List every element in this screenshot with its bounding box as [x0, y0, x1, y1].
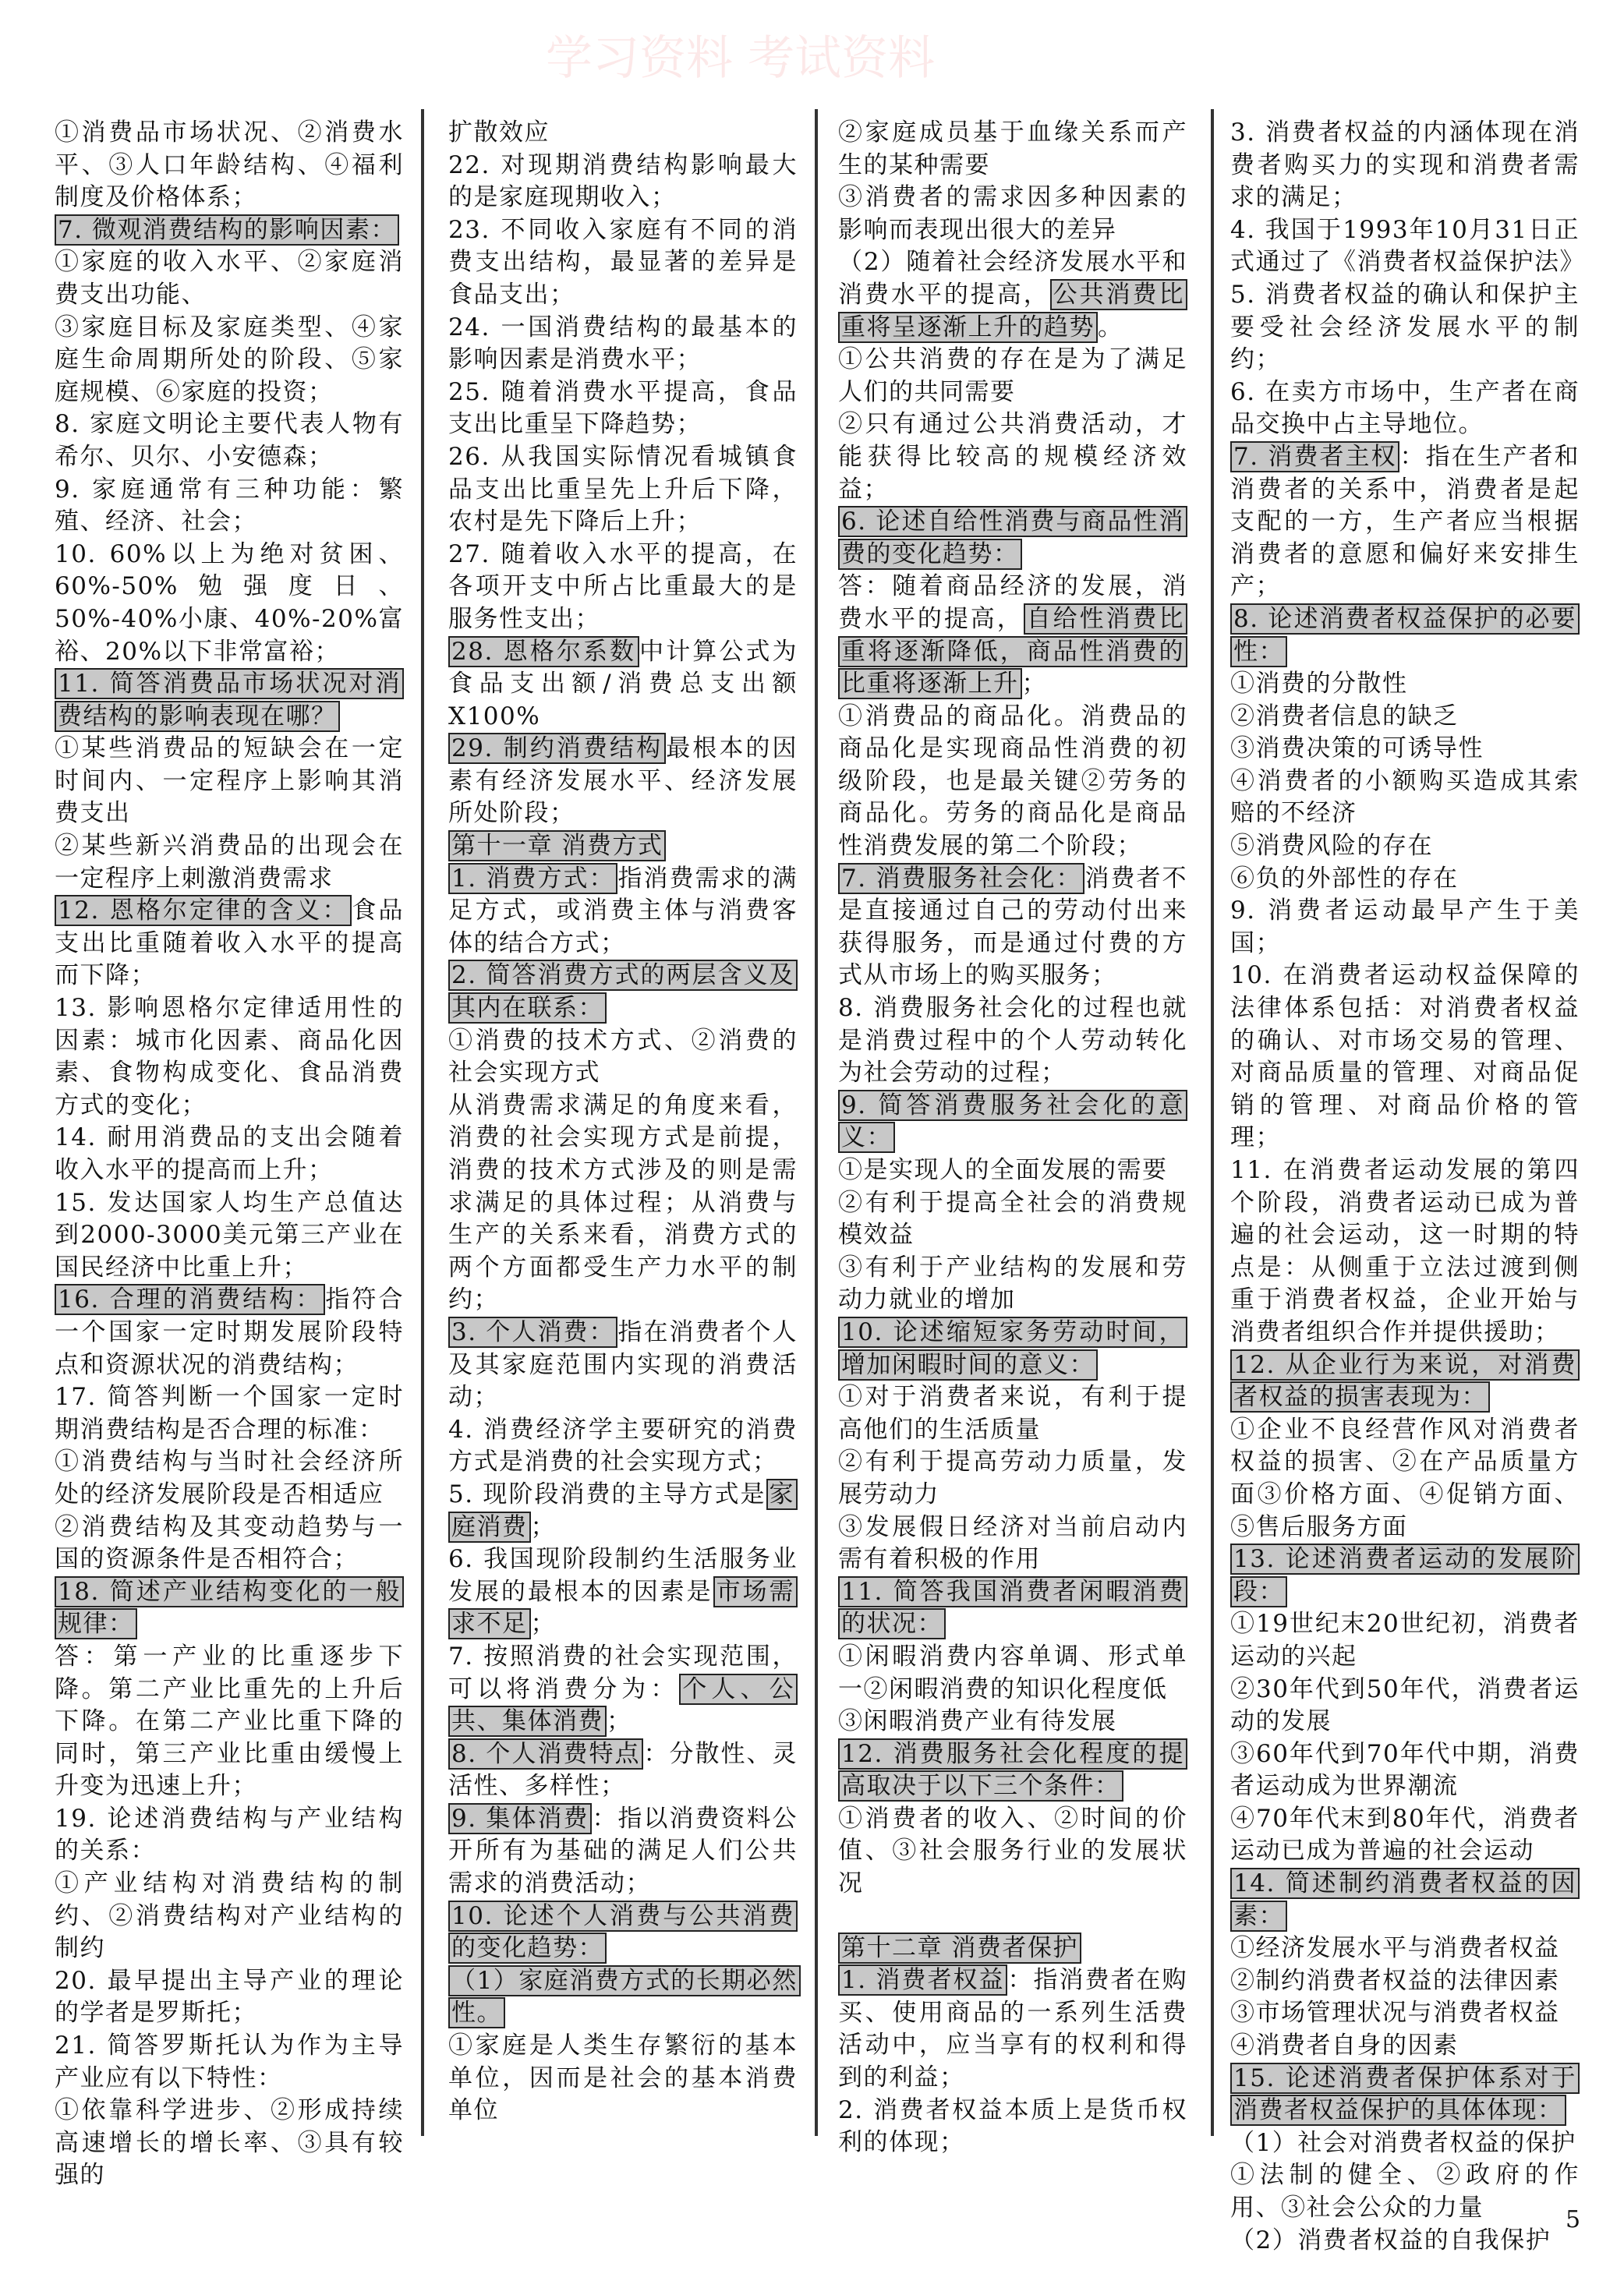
paragraph-text: 25. 随着消费水平提高，食品支出比重呈下降趋势； [448, 377, 798, 439]
text-paragraph [55, 1965, 404, 2030]
paragraph-text: 9. 消费者运动最早产生于美国； [1230, 896, 1580, 957]
paragraph-text: 指消费需求的满足方式，或消费主体与消费客体的结合方式； [448, 864, 798, 957]
punctuation: ； [607, 1707, 632, 1736]
text-paragraph [1230, 1414, 1580, 1544]
text-paragraph [448, 312, 798, 377]
section-heading [55, 668, 404, 733]
text-paragraph [55, 2095, 404, 2192]
text-paragraph [1230, 701, 1580, 734]
text-paragraph [55, 1512, 404, 1576]
paragraph-text: 23. 不同收入家庭有不同的消费支出结构，最显著的差异是食品支出； [448, 215, 798, 309]
text-paragraph [838, 1381, 1187, 1446]
text-paragraph [448, 150, 798, 214]
paragraph-text: ①对于消费者来说，有利于提高他们的生活质量 [838, 1383, 1187, 1444]
section-heading [448, 733, 798, 830]
paragraph-text: ①某些消费品的短缺会在一定时间内、一定程序上影响其消费支出 [55, 734, 404, 828]
paragraph-text: 26. 从我国实际情况看城镇食品支出比重呈先上升后下降，农村是先下降后上升； [448, 442, 798, 536]
text-paragraph [1230, 2030, 1580, 2063]
text-paragraph [448, 441, 798, 539]
text-paragraph [1230, 733, 1580, 766]
text-paragraph [838, 1512, 1187, 1576]
heading-text: 7. 消费者主权 [1230, 441, 1399, 472]
section-heading [448, 960, 798, 1024]
paragraph-text: ①消费品市场状况、②消费水平、③人口年龄结构、④福利制度及价格体系； [55, 118, 404, 212]
text-paragraph [55, 1868, 404, 1965]
heading-text: 28. 恩格尔系数 [448, 636, 639, 667]
paragraph-text: 8. 家庭文明论主要代表人物有希尔、贝尔、小安德森； [55, 410, 404, 471]
section-heading [448, 863, 798, 960]
column-divider [421, 109, 424, 2136]
paragraph-text: 指符合一个国家一定时期发展阶段特点和资源状况的消费结构； [55, 1285, 404, 1379]
paragraph-text: 20. 最早提出主导产业的理论的学者是罗斯托； [55, 1966, 404, 2028]
paragraph-text: ③60年代到70年代中期，消费者运动成为世界潮流 [1230, 1739, 1580, 1801]
text-paragraph [448, 1641, 798, 1738]
punctuation: ； [530, 1512, 556, 1541]
paragraph-text: ③消费决策的可诱导性 [1230, 734, 1484, 763]
section-heading [838, 506, 1187, 571]
section-heading [1230, 2063, 1580, 2127]
heading-text: 1. 消费者权益 [838, 1964, 1007, 1996]
text-paragraph [55, 1381, 404, 1446]
paragraph-text: 答：第一产业的比重逐步下降。第二产业比重先的上升后下降。在第二产业比重下降的同时，第三产业比重由缓慢上升变为迅速上升； [55, 1642, 404, 1801]
paragraph-text: 15. 发达国家人均生产总值达到2000-3000美元第三产业在国民经济中比重上升； [55, 1188, 404, 1282]
heading-text: 2. 简答消费方式的两层含义及其内在联系： [448, 960, 798, 1024]
heading-text: 10. 论述缩短家务劳动时间，增加闲暇时间的意义： [838, 1317, 1187, 1381]
heading-text: 15. 论述消费者保护体系对于消费者权益保护的具体体现： [1230, 2063, 1580, 2127]
punctuation: ； [1021, 670, 1047, 698]
highlighted-answer: 自给性消费比重将逐渐降低，商品性消费的比重将逐渐上升 [838, 603, 1187, 699]
paragraph-text: ①依靠科学进步、②形成持续高速增长的增长率、③具有较强的 [55, 2096, 404, 2190]
paragraph-text: ②消费者信息的缺乏 [1230, 702, 1459, 730]
paragraph-text: 27. 随着收入水平的提高，在各项开支中所占比重最大的是服务性支出； [448, 539, 798, 633]
paragraph-text: 13. 影响恩格尔定律适用性的因素：城市化因素、商品化因素、食物构成变化、食品消费方式的变化； [55, 994, 404, 1119]
text-paragraph [1230, 1155, 1580, 1349]
text-paragraph [448, 377, 798, 441]
text-paragraph [1230, 863, 1580, 896]
section-heading [838, 1090, 1187, 1155]
column-1 [55, 117, 404, 2192]
paragraph-text: 24. 一国消费结构的最基本的影响因素是消费水平； [448, 313, 798, 374]
paragraph-text: 10. 60%以上为绝对贫困、60%-50%勉强度日、50%-40%小康、40%-20%富裕、20%以下非常富裕； [55, 539, 404, 666]
text-paragraph [55, 2030, 404, 2095]
paragraph-text: 22. 对现期消费结构影响最大的是家庭现期收入； [448, 150, 798, 212]
paragraph-text: ③发展假日经济对当前启动内需有着积极的作用 [838, 1512, 1187, 1574]
text-paragraph [55, 1446, 404, 1511]
paragraph-text: ①消费结构与当时社会经济所处的经济发展阶段是否相适应 [55, 1448, 404, 1508]
paragraph-text: 11. 在消费者运动发展的第四个阶段，消费者运动已成为普遍的社会运动，这一时期的特点是：从侧重于立法过渡到侧重于消费者权益，企业开始与消费者组织合作并提供援助； [1230, 1156, 1580, 1346]
heading-text: 1. 消费方式： [448, 863, 617, 894]
text-paragraph [1230, 377, 1580, 441]
text-paragraph [1230, 1608, 1580, 1673]
paragraph-text: ①消费者的收入、②时间的价值、③社会服务行业的发展状况 [838, 1804, 1187, 1898]
text-paragraph [55, 830, 404, 895]
text-paragraph [55, 408, 404, 473]
heading-text: 16. 合理的消费结构： [55, 1284, 325, 1315]
paragraph-text: 3. 消费者权益的内涵体现在消费者购买力的实现和消费者需求的满足； [1230, 118, 1580, 212]
column-divider [1211, 109, 1214, 2136]
heading-text: 7. 消费服务社会化： [838, 863, 1084, 894]
text-paragraph [1230, 895, 1580, 960]
text-paragraph [838, 117, 1187, 182]
paragraph-text: 7. 按照消费的社会实现范围，可以将消费分为： [448, 1642, 798, 1703]
text-paragraph [55, 733, 404, 830]
paragraph-text: ①家庭的收入水平、②家庭消费支出功能、 [55, 248, 404, 309]
text-paragraph [1230, 279, 1580, 377]
section-heading [448, 1317, 798, 1414]
heading-text: 12. 恩格尔定律的含义： [55, 895, 352, 926]
text-paragraph [838, 1252, 1187, 1317]
section-heading [838, 1576, 1187, 1641]
paragraph-text: ④消费者的小额购买造成其索赔的不经济 [1230, 766, 1580, 828]
text-paragraph [1230, 830, 1580, 863]
text-paragraph [1230, 1738, 1580, 1803]
paragraph-text: ①闲暇消费内容单调、形式单一②闲暇消费的知识化程度低 [838, 1642, 1187, 1703]
highlighted-answer: 市场需求不足 [448, 1576, 798, 1640]
text-paragraph [55, 117, 404, 214]
section-heading [1230, 1544, 1580, 1608]
paragraph-text: ②只有通过公共消费活动，才能获得比较高的规模经济效益； [838, 410, 1187, 504]
text-paragraph [1230, 766, 1580, 830]
paragraph-text: ①消费的技术方式、②消费的社会实现方式 [448, 1026, 798, 1087]
text-paragraph [448, 117, 798, 150]
paragraph-text: ①企业不良经营作风对消费者权益的损害、②在产品质量方面③价格方面、④促销方面、⑤售后服务方面 [1230, 1415, 1580, 1541]
section-heading [838, 863, 1187, 992]
paragraph-text: 中计算公式为食品支出额/消费总支出额X100% [448, 637, 798, 730]
paragraph-text: ③市场管理状况与消费者权益 [1230, 1999, 1560, 2028]
text-paragraph [838, 1155, 1187, 1187]
paragraph-text: 最根本的因素有经济发展水平、经济发展所处阶段； [448, 734, 798, 828]
paragraph-text: ①公共消费的存在是为了满足人们的共同需要 [838, 345, 1187, 406]
paragraph-text: ①消费的分散性 [1230, 670, 1408, 698]
heading-text: 6. 论述自给性消费与商品性消费的变化趋势： [838, 506, 1187, 570]
text-paragraph [838, 408, 1187, 506]
paragraph-text: ：指在生产者和消费者的关系中，消费者是起支配的一方，生产者应当根据消费者的意愿和偏好来安排生产； [1230, 442, 1580, 601]
heading-text: 8. 论述消费者权益保护的必要性： [1230, 603, 1580, 667]
punctuation: 。 [1098, 313, 1123, 341]
paragraph-text: 从消费需求满足的角度来看，消费的社会实现方式是前提，消费的技术方式涉及的则是需求满足的具体过程；从消费与生产的关系来看，消费方式的两个方面都受生产力水平的制约； [448, 1091, 798, 1314]
highlighted-answer: 家庭消费 [448, 1479, 798, 1543]
paragraph-text: 5. 现阶段消费的主导方式是 [448, 1480, 766, 1508]
paragraph-text: 扩散效应 [448, 118, 550, 147]
heading-text: 14. 简述制约消费者权益的因素： [1230, 1868, 1580, 1932]
highlighted-answer: 个人、公共、集体消费 [448, 1674, 798, 1738]
heading-text: 10. 论述个人消费与公共消费的变化趋势： [448, 1901, 798, 1964]
section-heading [448, 1901, 798, 1965]
text-paragraph [838, 701, 1187, 863]
paragraph-text: ②某些新兴消费品的出现会在一定程序上刺激消费需求 [55, 832, 404, 893]
paragraph-text: ②30年代到50年代，消费者运动的发展 [1230, 1674, 1580, 1736]
section-heading [1230, 603, 1580, 668]
text-paragraph [55, 474, 404, 539]
text-paragraph [1230, 214, 1585, 279]
paragraph-text: ④70年代末到80年代，消费者运动已成为普遍的社会运动 [1230, 1804, 1580, 1865]
section-heading [448, 1803, 798, 1901]
highlighted-answer: 公共消费比重将呈逐渐上升的趋势 [838, 279, 1187, 343]
text-paragraph [55, 539, 404, 668]
column-4 [1230, 117, 1585, 2257]
section-heading [448, 830, 798, 863]
heading-text: 7. 微观消费结构的影响因素： [55, 214, 399, 246]
paragraph-text: 4. 消费经济学主要研究的消费方式是消费的社会实现方式； [448, 1415, 798, 1476]
paragraph-text: ③闲暇消费产业有待发展 [838, 1707, 1117, 1736]
text-paragraph [448, 214, 798, 312]
section-heading [55, 214, 404, 247]
paragraph-text: 指在消费者个人及其家庭范围内实现的消费活动； [448, 1317, 798, 1412]
text-paragraph [1230, 2159, 1580, 2224]
text-paragraph [55, 246, 404, 311]
section-heading [838, 1933, 1187, 1965]
text-paragraph [1230, 2225, 1580, 2258]
paragraph-text: ④消费者自身的因素 [1230, 2032, 1459, 2060]
text-paragraph [55, 992, 404, 1122]
section-heading [448, 636, 798, 734]
text-paragraph [838, 246, 1187, 344]
text-paragraph [448, 1090, 798, 1317]
text-paragraph [838, 1187, 1187, 1252]
heading-text: 29. 制约消费结构 [448, 733, 666, 764]
paragraph-text: 2. 消费者权益本质上是货币权利的体现； [838, 2095, 1187, 2157]
text-paragraph [448, 539, 798, 636]
heading-text: 8. 个人消费特点 [448, 1738, 643, 1770]
text-paragraph [448, 1025, 798, 1090]
section-heading [448, 1965, 798, 2030]
paragraph-text: ②家庭成员基于血缘关系而产生的某种需要 [838, 118, 1187, 179]
section-heading [1230, 1349, 1580, 1414]
text-paragraph [1230, 1933, 1580, 1965]
paragraph-text: ①消费品的商品化。消费品的商品化是实现商品性消费的初级阶段，也是最关键②劳务的商品化。劳务的商品化是商品性消费发展的第二个阶段； [838, 702, 1187, 861]
paragraph-text: 19. 论述消费结构与产业结构的关系： [55, 1804, 404, 1865]
column-divider [815, 109, 818, 2136]
paragraph-text: 6. 我国现阶段制约生活服务业发展的最根本的因素是 [448, 1545, 798, 1606]
text-paragraph [55, 1187, 404, 1285]
column-3 [838, 117, 1187, 2159]
column-2 [448, 117, 798, 2127]
text-paragraph [1230, 1997, 1580, 2030]
heading-text: 9. 简答消费服务社会化的意义： [838, 1090, 1187, 1154]
text-paragraph [55, 312, 404, 409]
heading-text: 11. 简答我国消费者闲暇消费的状况： [838, 1576, 1187, 1640]
section-heading [55, 1576, 404, 1641]
paragraph-text: 6. 在卖方市场中，生产者在商品交换中占主导地位。 [1230, 377, 1580, 439]
text-paragraph [1230, 117, 1580, 214]
paragraph-text: ：指消费者在购买、使用商品的一系列生活费活动中，应当享有的权利和得到的利益； [838, 1966, 1187, 2092]
paragraph-text: 14. 耐用消费品的支出会随着收入水平的提高而上升； [55, 1123, 404, 1184]
paragraph-text: 4. 我国于1993年10月31日正式通过了《消费者权益保护法》 [1230, 215, 1585, 277]
paragraph-text: 17. 简答判断一个国家一定时期消费结构是否合理的标准： [55, 1383, 404, 1444]
paragraph-text: ：指以消费资料公开所有为基础的满足人们公共需求的消费活动； [448, 1804, 798, 1898]
section-heading [1230, 1868, 1580, 1933]
text-paragraph [838, 182, 1187, 246]
text-paragraph [838, 1901, 1187, 1933]
text-paragraph [838, 1446, 1187, 1511]
text-paragraph [838, 344, 1187, 408]
text-paragraph [448, 1544, 798, 1641]
page-number: 5 [1566, 2206, 1581, 2233]
paragraph-text: 答：随着商品经济的发展，消费水平的提高， [838, 572, 1187, 633]
paragraph-text: （1）社会对消费者权益的保护 [1230, 2128, 1576, 2157]
text-paragraph [55, 1122, 404, 1186]
text-paragraph [1230, 2127, 1580, 2160]
text-paragraph [838, 1641, 1187, 1706]
heading-text: 第十二章 消费者保护 [838, 1933, 1081, 1964]
paragraph-text: ②有利于提高劳动力质量，发展劳动力 [838, 1448, 1187, 1508]
text-paragraph [838, 992, 1187, 1090]
paragraph-text: 8. 消费服务社会化的过程也就是消费过程中的个人劳动转化为社会劳动的过程； [838, 994, 1187, 1087]
heading-text: 12. 消费服务社会化程度的提高取决于以下三个条件： [838, 1738, 1187, 1802]
text-paragraph [1230, 960, 1580, 1155]
paragraph-text: 消费者不是直接通过自己的劳动付出来获得服务，而是通过付费的方式从市场上的购买服务； [838, 864, 1187, 990]
section-heading [838, 1317, 1187, 1381]
text-paragraph [838, 1803, 1187, 1901]
section-heading [838, 1964, 1187, 2094]
paragraph-text: 5. 消费者权益的确认和保护主要受社会经济发展水平的制约； [1230, 280, 1580, 374]
paragraph-text: ②有利于提高全社会的消费规模效益 [838, 1188, 1187, 1250]
text-paragraph [1230, 668, 1580, 701]
paragraph-text: ⑤消费风险的存在 [1230, 832, 1433, 861]
paragraph-text: ①法制的健全、②政府的作用、③社会公众的力量 [1230, 2161, 1580, 2222]
paragraph-text: ①经济发展水平与消费者权益 [1230, 1934, 1560, 1963]
paragraph-text: ②制约消费者权益的法律因素 [1230, 1966, 1560, 1995]
text-paragraph [1230, 1965, 1580, 1998]
paragraph-text: 21. 简答罗斯托认为作为主导产业应有以下特性： [55, 2032, 404, 2092]
paragraph-text: 10. 在消费者运动权益保障的法律体系包括：对消费者权益的确认、对市场交易的管理、对商品质量的管理、对商品促销的管理、对商品价格的管理； [1230, 961, 1580, 1152]
paragraph-text: ①19世纪末20世纪初，消费者运动的兴起 [1230, 1610, 1580, 1671]
heading-text: 18. 简述产业结构变化的一般规律： [55, 1576, 404, 1640]
watermark: 学习资料 考试资料 [546, 31, 936, 86]
section-heading [448, 1738, 798, 1803]
paragraph-text: ①家庭是人类生存繁衍的基本单位，因而是社会的基本消费单位 [448, 2032, 798, 2125]
text-paragraph [1230, 1803, 1580, 1868]
text-paragraph [448, 1479, 798, 1544]
heading-text: 第十一章 消费方式 [448, 830, 666, 861]
paragraph-text: ①是实现人的全面发展的需要 [838, 1156, 1168, 1184]
punctuation: ； [530, 1610, 556, 1639]
text-paragraph [448, 2030, 798, 2127]
text-paragraph [1230, 1674, 1580, 1738]
heading-text: 9. 集体消费 [448, 1803, 592, 1834]
text-paragraph [55, 1641, 404, 1803]
text-paragraph [838, 1706, 1187, 1738]
section-heading [838, 1738, 1187, 1803]
heading-text: 12. 从企业行为来说，对消费者权益的损害表现为： [1230, 1349, 1580, 1413]
heading-text: 13. 论述消费者运动的发展阶段： [1230, 1544, 1580, 1607]
text-paragraph [838, 2095, 1187, 2159]
paragraph-text: 食品支出比重随着收入水平的提高而下降； [55, 896, 404, 990]
text-paragraph [448, 1414, 798, 1479]
section-heading [55, 895, 404, 992]
paragraph-text: ③有利于产业结构的发展和劳动力就业的增加 [838, 1253, 1187, 1314]
paragraph-text: ②消费结构及其变动趋势与一国的资源条件是否相符合； [55, 1512, 404, 1574]
section-heading [55, 1284, 404, 1381]
paragraph-text: ③家庭目标及家庭类型、④家庭生命周期所处的阶段、⑤家庭规模、⑥家庭的投资； [55, 313, 404, 406]
paragraph-text: （2）消费者权益的自我保护 [1230, 2226, 1551, 2254]
paragraph-text: ⑥负的外部性的存在 [1230, 864, 1459, 893]
section-heading [1230, 441, 1580, 603]
paragraph-text: 9. 家庭通常有三种功能：繁殖、经济、社会； [55, 475, 404, 536]
paragraph-text: ①产业结构对消费结构的制约、②消费结构对产业结构的制约 [55, 1869, 404, 1963]
paragraph-text: ③消费者的需求因多种因素的影响而表现出很大的差异 [838, 183, 1187, 244]
heading-text: 3. 个人消费： [448, 1317, 617, 1348]
text-paragraph [838, 571, 1187, 700]
paragraph-text: （2）随着社会经济发展水平和消费水平的提高， [838, 248, 1187, 309]
paragraph-text: ：分散性、灵活性、多样性； [448, 1739, 798, 1801]
heading-text: 11. 简答消费品市场状况对消费结构的影响表现在哪？ [55, 668, 404, 732]
heading-text: （1）家庭消费方式的长期必然性。 [448, 1965, 801, 2029]
text-paragraph [55, 1803, 404, 1868]
